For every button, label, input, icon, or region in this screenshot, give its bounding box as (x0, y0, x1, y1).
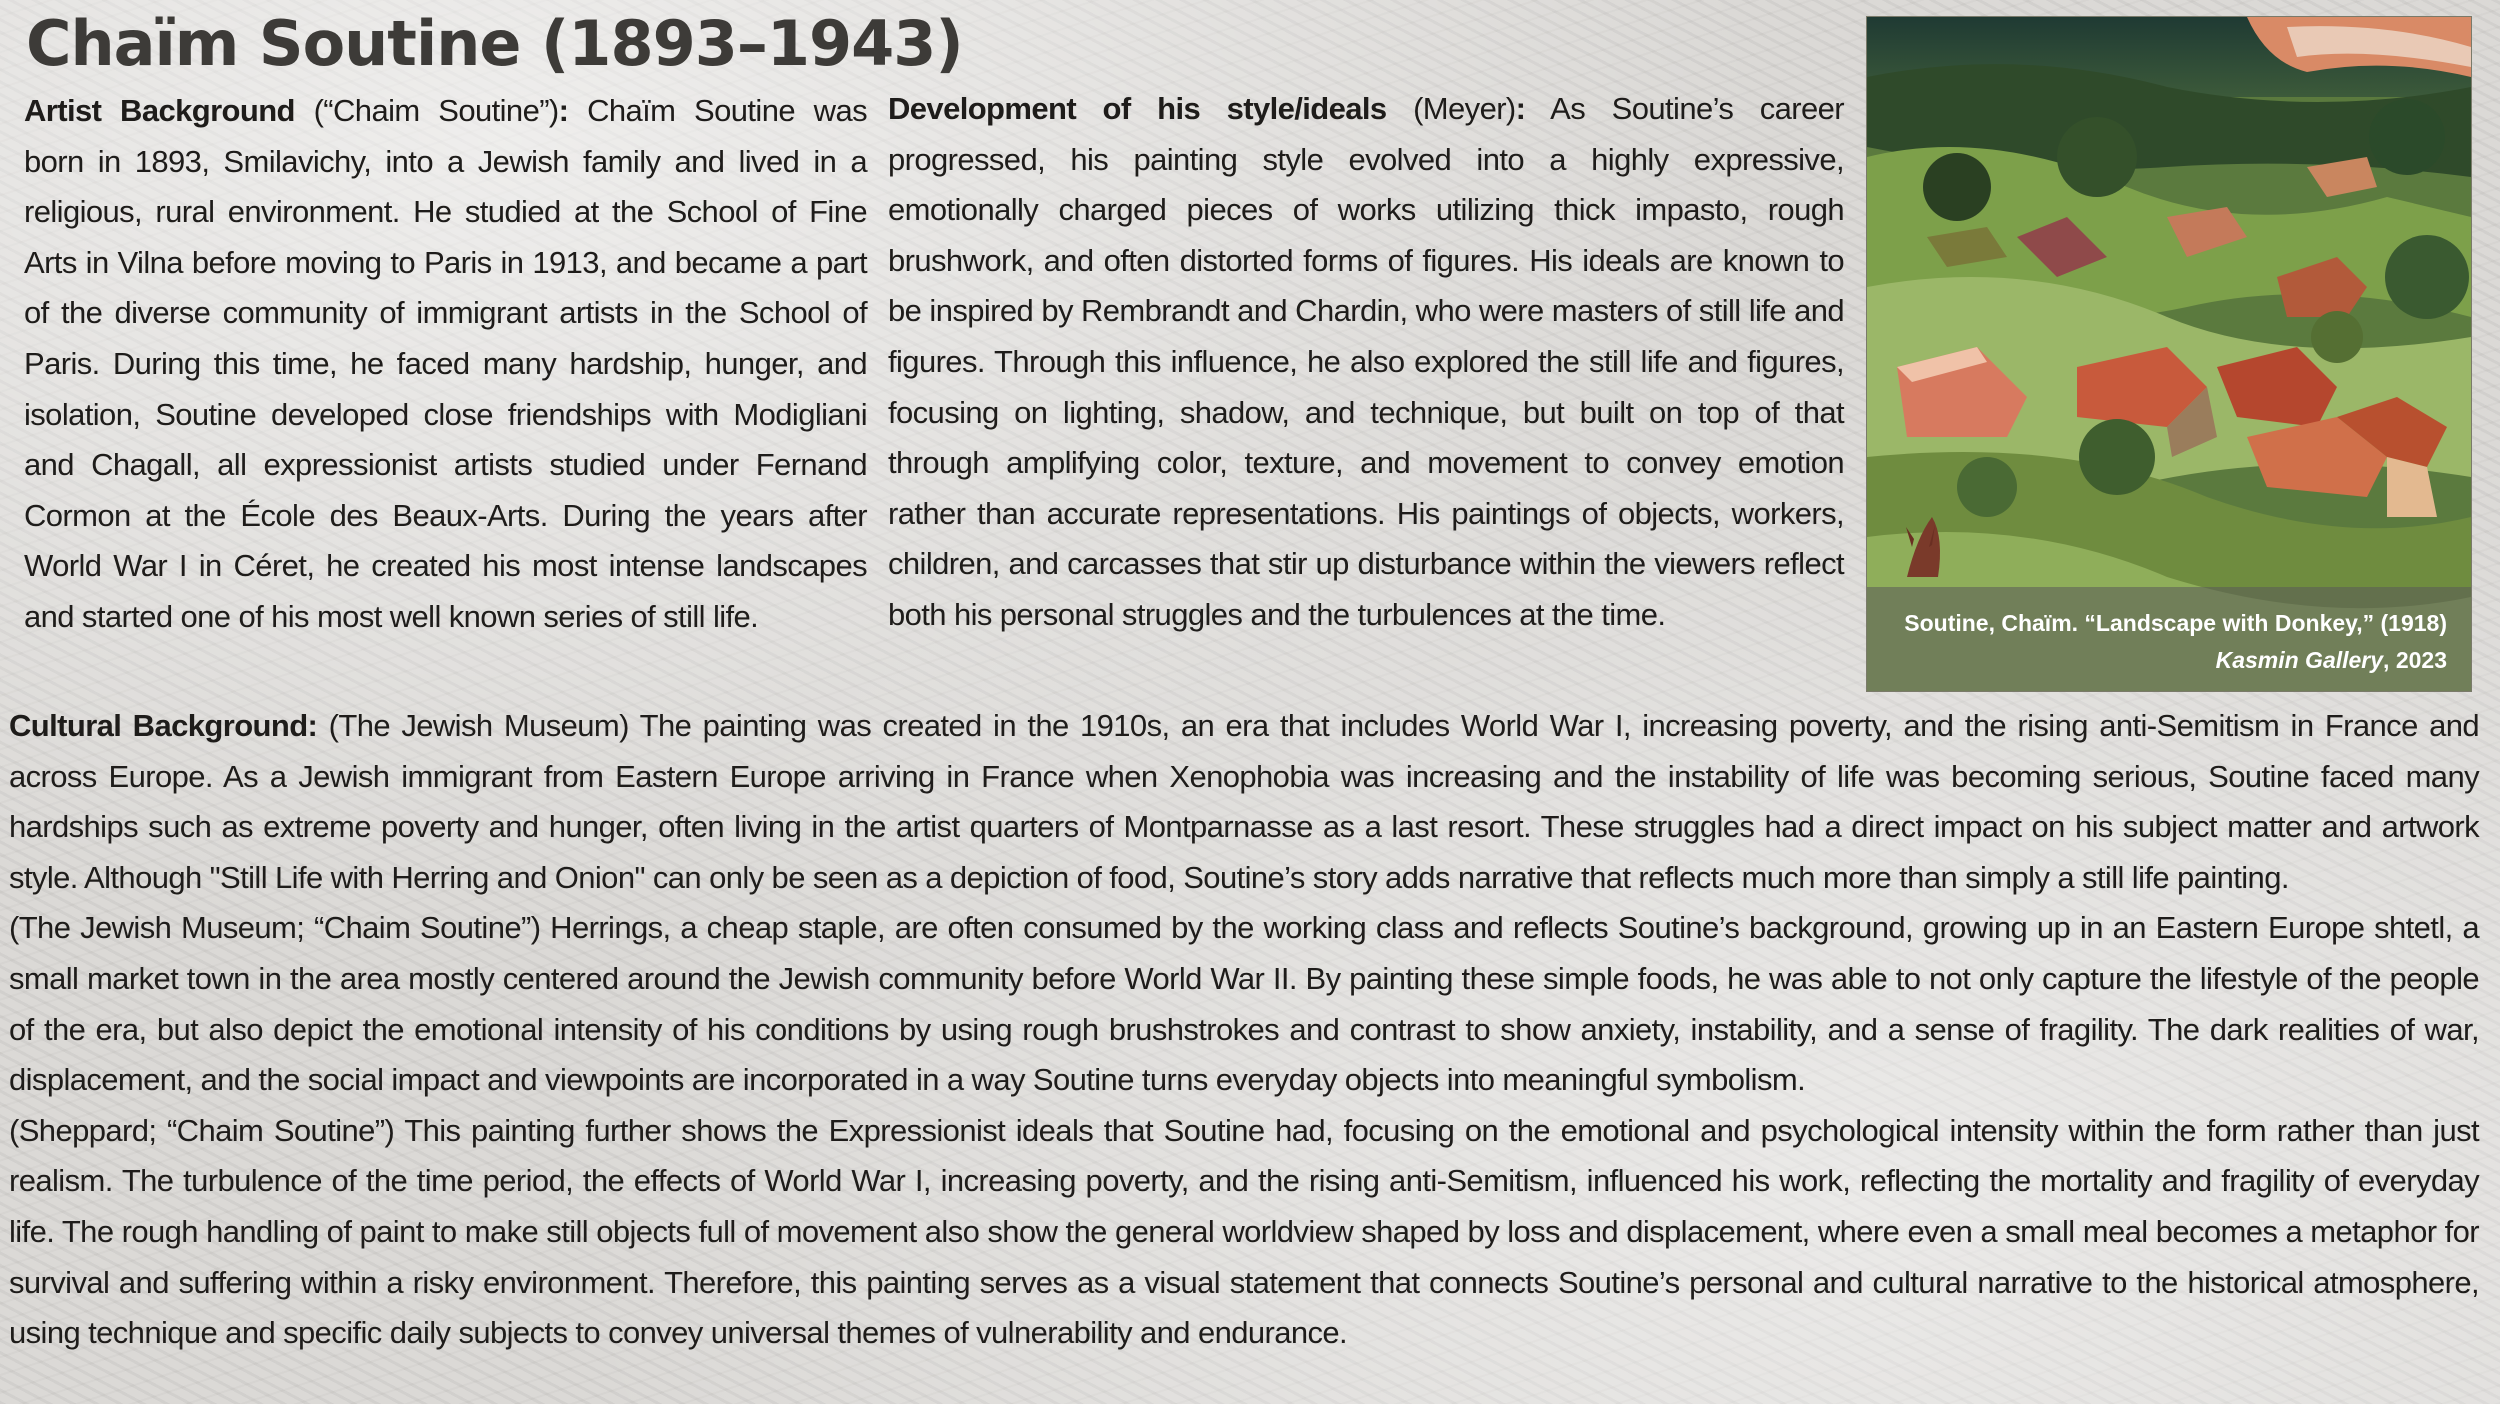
style-development-heading: Development of his style/ideals (888, 91, 1387, 126)
caption-source: Kasmin Gallery (2215, 647, 2384, 673)
artist-background-text: Chaïm Soutine was born in 1893, Smilavichy, into a Jewish family and lived in a religious, rural environment. He studied at the School of Fine Arts in Vilna before moving to Paris in 1913, and became a part of the diverse community of immigrant artists in the School of Paris. During this time, he faced many hardship, hunger, and isolation, Soutine developed close friendships with Modigliani and Chagall, all expressionist artists studied under Fernand Cormon at the École des Beaux-Arts. During the years after World War I in Céret, he created his most intense landscapes and started one of his most well known series of still life. (24, 93, 867, 634)
cultural-background-paragraph-1 (9, 701, 2479, 903)
style-development-text: As Soutine’s career progressed, his painting style evolved into a highly expressive, emotionally charged pieces of works utilizing thick impasto, rough brushwork, and often distorted forms of figures. His ideals are known to be inspired by Rembrandt and Chardin, who were masters of still life and figures. Through this influence, he also explored the still life and figures, focusing on lighting, shadow, and technique, but built on top of that through amplifying color, texture, and movement to convey emotion rather than accurate representations. His paintings of objects, workers, children, and carcasses that stir up disturbance within the viewers reflect both his personal struggles and the turbulences at the time. (888, 91, 1844, 632)
cultural-background-text-1: (The Jewish Museum) The painting was created in the 1910s, an era that includes World War I, increasing poverty, and the rising anti-Semitism in France and across Europe. As a Jewish immigrant from Eastern Europe arriving in France when Xenophobia was increasing and the instability of life was becoming serious, Soutine faced many hardships such as extreme poverty and hunger, often living in the artist quarters of Montparnasse as a last resort. These struggles had a direct impact on his subject matter and artwork style. Although "Still Life with Herring and Onion" can only be seen as a depiction of food, Soutine’s story adds narrative that reflects much more than simply a still life painting. (9, 708, 2479, 895)
caption-year: , 2023 (2383, 647, 2447, 673)
cultural-background-paragraph-2: (The Jewish Museum; “Chaim Soutine”) Herrings, a cheap staple, are often consumed by the working class and reflects Soutine’s background, growing up in an Eastern Europe shtetl, a small market town in the area mostly centered around the Jewish community before World War II. By painting these simple foods, he was able to not only capture the lifestyle of the people of the era, but also depict the emotional intensity of his conditions by using rough brushstrokes and contrast to show anxiety, instability, and a sense of fragility. The dark realities of war, displacement, and the social impact and viewpoints are incorporated in a way Soutine turns everyday objects into meaningful symbolism. (9, 910, 2479, 1098)
artist-background-citation: (“Chaim Soutine”) (294, 93, 559, 128)
cultural-background-heading: Cultural Background: (9, 708, 318, 743)
artist-background-colon: : (558, 93, 569, 128)
painting-caption (1867, 587, 2471, 691)
style-development-colon: : (1515, 91, 1526, 126)
page-title: Chaïm Soutine (1893–1943) (26, 7, 963, 80)
style-development-citation: (Meyer) (1386, 91, 1516, 126)
cultural-background-paragraph-3: (Sheppard; “Chaim Soutine”) This painting further shows the Expressionist ideals that Soutine had, focusing on the emotional and psychological intensity within the form rather than just realism. The turbulence of the time period, the effects of World War I, increasing poverty, and the rising anti-Semitism, influenced his work, reflecting the mortality and fragility of everyday life. The rough handling of paint to make still objects full of movement also show the general worldview shaped by loss and displacement, where even a small meal becomes a metaphor for survival and suffering within a risky environment. Therefore, this painting serves as a visual statement that connects Soutine’s personal and cultural narrative to the historical atmosphere, using technique and specific daily subjects to convey universal themes of vulnerability and endurance. (9, 1112, 2479, 1351)
artist-background-section (24, 86, 867, 643)
cultural-background-section (9, 701, 2479, 1359)
style-development-section (888, 84, 1844, 641)
caption-title: Soutine, Chaïm. “Landscape with Donkey,” (1918) (1904, 610, 2447, 636)
caption-source-line (1867, 642, 2447, 679)
artist-background-heading: Artist Background (24, 93, 295, 128)
painting-figure (1866, 16, 2472, 692)
